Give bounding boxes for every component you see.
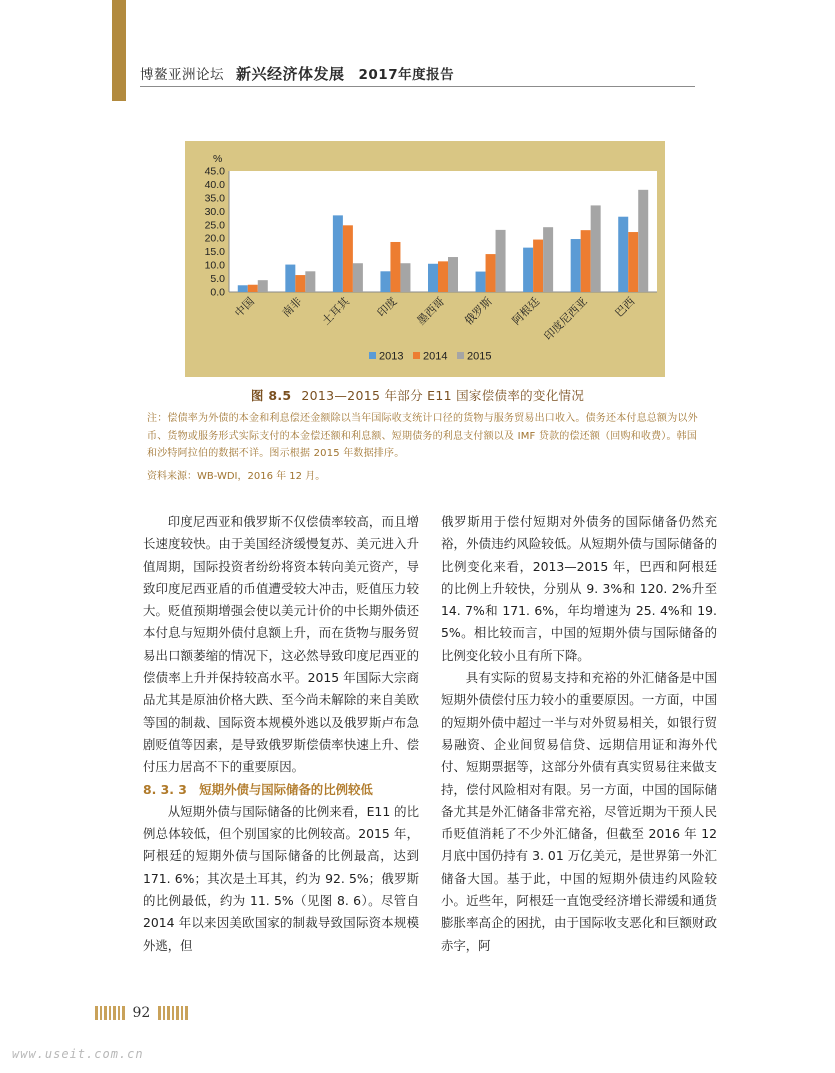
bar — [400, 263, 410, 292]
y-tick-label: 15.0 — [204, 246, 225, 259]
page-header — [0, 0, 835, 103]
folio-ornament-left — [95, 1006, 125, 1020]
x-tick-label: 南非 — [279, 294, 305, 320]
y-tick-label: 25.0 — [204, 219, 225, 232]
paragraph: 印度尼西亚和俄罗斯不仅偿债率较高，而且增长速度较快。由于美国经济缓慢复苏、美元进入升值周期，国际投资者纷纷将资本转向美元资产，导致印度尼西亚盾的币值遭受较大冲击，贬值压力较大。贬值预期增强会使以美元计价的中长期外债还本付息与短期外债付息额上升，而在货物与服务贸易出口额萎缩的情况下，这必然导致印度尼西亚的偿债率上升并保持较高水平。2015 年国际大宗商品尤其是原油价格大跌、至今尚未解除的来自美欧等国的制裁、国际资本规模外逃以及俄罗斯卢布急剧贬值等因素，是导致俄罗斯偿债率快速上升、偿付压力居高不下的重要原因。 — [143, 514, 419, 775]
y-tick-label: 30.0 — [204, 205, 225, 218]
x-tick-label: 印度尼西亚 — [541, 294, 590, 344]
bar — [533, 240, 543, 292]
bar — [390, 242, 400, 292]
bar — [305, 271, 315, 292]
bar — [343, 225, 353, 292]
folio-ornament-right — [158, 1006, 188, 1020]
header-rule — [140, 86, 695, 87]
bar — [486, 254, 496, 292]
x-tick-label: 土耳其 — [319, 294, 353, 328]
legend-label: 2015 — [467, 350, 492, 363]
paragraph: 俄罗斯用于偿付短期对外债务的国际储备仍然充裕，外债违约风险较低。从短期外债与国际储备的比例变化来看，2013—2015 年，巴西和阿根廷的比例上升较快，分别从 9. 3%和 120. 2%升至 14. 7%和 171. 6%，年均增速为 25. 4%和 19. 5%。相比较而言，中国的短期外债与国际储备的比例变化较小且有所下降。 — [441, 514, 717, 663]
watermark: www.useit.com.cn — [12, 1047, 144, 1061]
y-tick-label: 40.0 — [204, 178, 225, 191]
legend-label: 2014 — [423, 350, 448, 363]
bar — [628, 232, 638, 292]
figure-number: 图 8.5 — [250, 388, 292, 403]
bar — [428, 264, 438, 292]
bar — [591, 205, 601, 292]
bar — [638, 190, 648, 292]
y-tick-label: 0.0 — [210, 286, 225, 299]
bar — [496, 230, 506, 292]
bar — [295, 275, 305, 292]
body-column-left — [143, 511, 419, 957]
figure-note: 注：偿债率为外债的本金和利息偿还金额除以当年国际收支统计口径的货物与服务贸易出口收入。债务还本付息总额为以外币、货物或服务形式实际支付的本金偿还额和利息额、短期债务的利息支付额以及 IMF 贷款的偿还额（回购和收费）。韩国和沙特阿拉伯的数据不详。图示根据 2015 年数据排序。 — [147, 413, 698, 459]
bar — [618, 217, 628, 292]
running-header — [140, 63, 454, 84]
legend-label: 2013 — [379, 350, 404, 363]
bar — [353, 263, 363, 292]
legend-swatch — [369, 352, 376, 359]
x-tick-label: 印度 — [374, 294, 400, 320]
paragraph: 从短期外债与国际储备的比例来看，E11 的比例总体较低，但个别国家的比例较高。2015 年，阿根廷的短期外债与国际储备的比例最高，达到 171. 6%；其次是土耳其，约为 92. 5%；俄罗斯的比例最低，约为 11. 5%（见图 8. 6）。尽管自 2014 年以来因美欧国家的制裁导致国际资本规模外逃，但 — [143, 803, 419, 953]
section-heading: 8. 3. 3 短期外债与国际储备的比例较低 — [143, 781, 373, 797]
bar — [285, 265, 295, 292]
bar — [448, 257, 458, 292]
body-column-right — [441, 511, 717, 957]
bar — [258, 280, 268, 292]
bar — [476, 272, 486, 292]
y-tick-label: 5.0 — [210, 273, 225, 286]
legend-swatch — [457, 352, 464, 359]
legend-swatch — [413, 352, 420, 359]
header-series: 新兴经济体发展 — [236, 65, 345, 83]
header-forum: 博鳌亚洲论坛 — [140, 67, 224, 83]
bar — [523, 248, 533, 292]
bar — [581, 230, 591, 292]
y-tick-label: 10.0 — [204, 259, 225, 272]
bar — [438, 261, 448, 292]
y-tick-label: 35.0 — [204, 192, 225, 205]
x-tick-label: 阿根廷 — [509, 294, 543, 328]
paragraph: 具有实际的贸易支持和充裕的外汇储备是中国短期外债偿付压力较小的重要原因。一方面，中国的短期外债中超过一半与对外贸易相关，如银行贸易融资、企业间贸易信贷、远期信用证和海外代付、短期票据等，这部分外债有真实贸易往来做支持，偿付风险相对有限。另一方面，中国的国际储备尤其是外汇储备非常充裕，尽管近期为干预人民币贬值消耗了不少外汇储备，但截至 2016 年 12 月底中国仍持有 3. 01 万亿美元，是世界第一外汇储备大国。基于此，中国的短期外债违约风险较小。近些年，阿根廷一直饱受经济增长滞缓和通货膨胀率高企的困扰，由于国际收支恶化和巨额财政赤字，阿 — [441, 670, 717, 953]
bar — [238, 285, 248, 292]
y-axis-unit: % — [213, 153, 223, 165]
y-tick-label: 20.0 — [204, 232, 225, 245]
x-tick-label: 中国 — [232, 294, 257, 320]
x-tick-label: 巴西 — [612, 294, 638, 320]
page-number: 92 — [132, 1005, 151, 1021]
spine-accent-bar — [112, 0, 126, 101]
bar — [248, 285, 258, 292]
x-tick-label: 俄罗斯 — [462, 294, 495, 328]
debt-service-ratio-chart — [185, 141, 665, 377]
x-tick-label: 墨西哥 — [414, 294, 448, 328]
bar — [571, 239, 581, 292]
chart-panel — [185, 141, 665, 377]
figure-title: 2013—2015 年部分 E11 国家偿债率的变化情况 — [301, 388, 585, 403]
figure-source: 资料来源：WB-WDI，2016 年 12 月。 — [147, 471, 326, 482]
bar — [380, 271, 390, 292]
header-year: 2017年度报告 — [358, 67, 455, 83]
bar — [333, 215, 343, 292]
figure-caption — [0, 386, 835, 404]
page-footer — [95, 1003, 188, 1023]
y-tick-label: 45.0 — [204, 165, 225, 178]
bar — [543, 227, 553, 292]
